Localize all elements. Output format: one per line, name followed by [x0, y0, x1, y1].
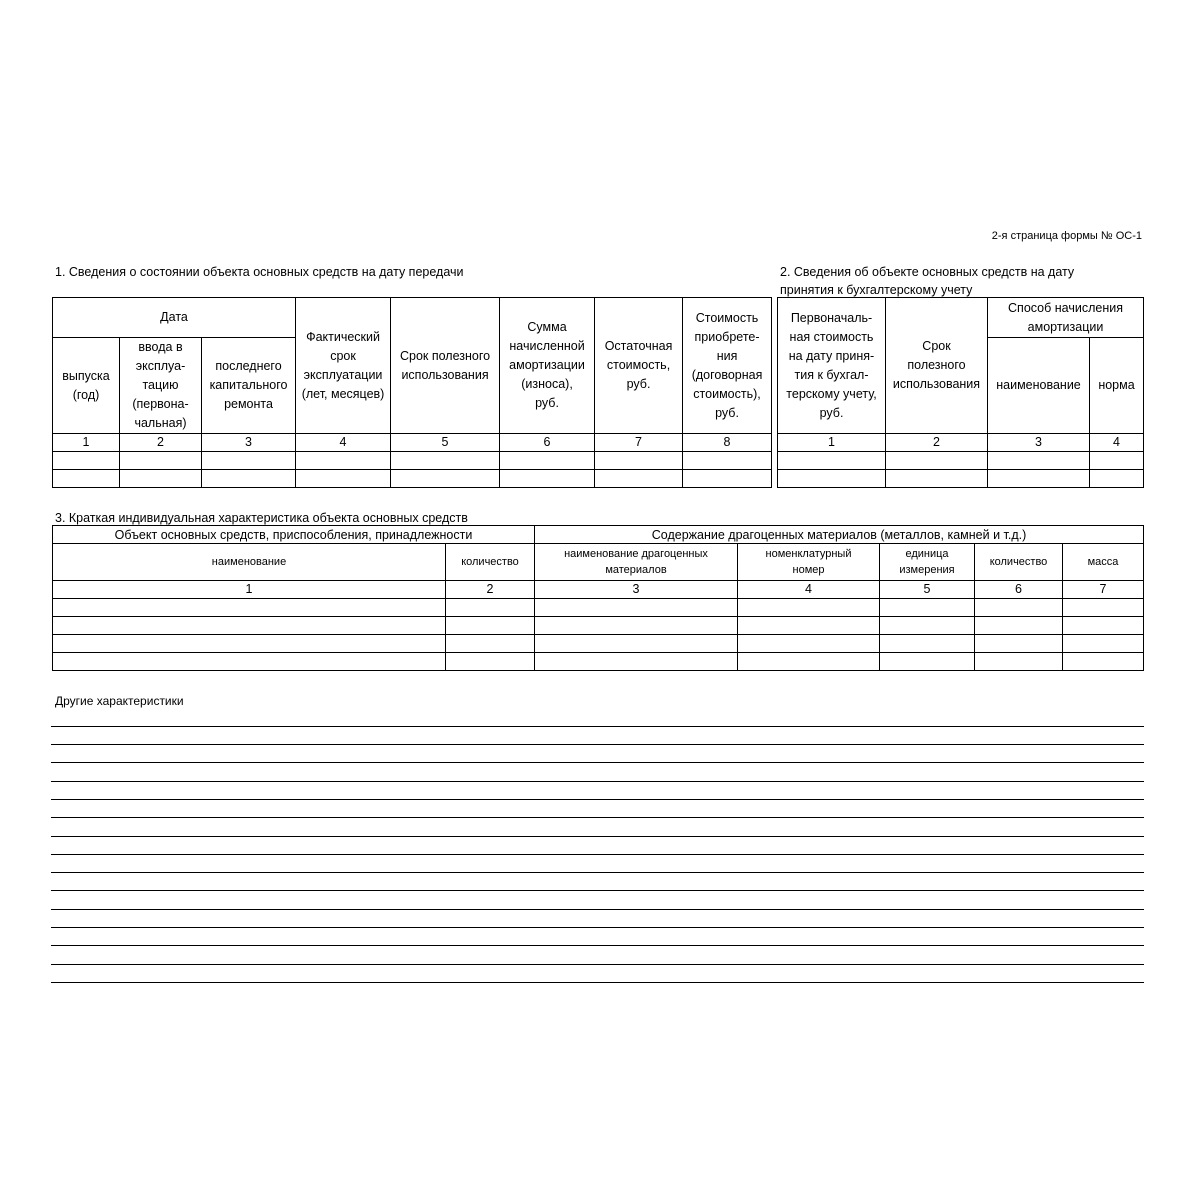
writing-line[interactable]	[51, 817, 1144, 818]
blank-cell[interactable]	[683, 470, 772, 488]
other-characteristics-title: Другие характеристики	[55, 694, 184, 708]
writing-line[interactable]	[51, 726, 1144, 727]
table-row	[53, 470, 772, 488]
blank-cell[interactable]	[53, 470, 120, 488]
column-number: 3	[988, 434, 1090, 452]
blank-cell[interactable]	[500, 452, 595, 470]
blank-cell[interactable]	[296, 452, 391, 470]
blank-cell[interactable]	[446, 635, 535, 653]
blank-cell[interactable]	[1063, 599, 1144, 617]
depreciation-sum-header: Сумма начисленной амортизации (износа), руб.	[500, 298, 595, 434]
blank-cell[interactable]	[683, 452, 772, 470]
object-quantity-header: количество	[446, 544, 535, 581]
writing-line[interactable]	[51, 945, 1144, 946]
table-row	[53, 452, 772, 470]
useful-life-header: Срок полезного использования	[391, 298, 500, 434]
object-group-header: Объект основных средств, приспособления, принадлежности	[53, 526, 535, 544]
writing-line[interactable]	[51, 927, 1144, 928]
mass-header: масса	[1063, 544, 1144, 581]
blank-cell[interactable]	[975, 617, 1063, 635]
blank-cell[interactable]	[1063, 635, 1144, 653]
material-quantity-header: количество	[975, 544, 1063, 581]
last-repair-header: последнего капитального ремонта	[202, 338, 296, 434]
blank-cell[interactable]	[53, 599, 446, 617]
blank-cell[interactable]	[886, 470, 988, 488]
column-number: 3	[202, 434, 296, 452]
column-number: 4	[1090, 434, 1144, 452]
initial-cost-header: Первоначаль- ная стоимость на дату приня- тия к бухгал- терскому учету, руб.	[778, 298, 886, 434]
table-row	[778, 470, 1144, 488]
blank-cell[interactable]	[595, 452, 683, 470]
material-name-header: наименование драгоценных материалов	[535, 544, 738, 581]
column-number: 1	[53, 581, 446, 599]
blank-cell[interactable]	[1090, 452, 1144, 470]
section3-title: 3. Краткая индивидуальная характеристика объекта основных средств	[55, 511, 468, 525]
blank-cell[interactable]	[975, 635, 1063, 653]
blank-cell[interactable]	[535, 599, 738, 617]
blank-cell[interactable]	[391, 470, 500, 488]
blank-cell[interactable]	[500, 470, 595, 488]
blank-cell[interactable]	[988, 452, 1090, 470]
section1-table	[52, 297, 772, 488]
blank-cell[interactable]	[738, 653, 880, 671]
blank-cell[interactable]	[120, 470, 202, 488]
writing-line[interactable]	[51, 964, 1144, 965]
blank-cell[interactable]	[988, 470, 1090, 488]
method-name-header: наименование	[988, 338, 1090, 434]
blank-cell[interactable]	[446, 617, 535, 635]
nomenclature-number-header: номенклатурный номер	[738, 544, 880, 581]
writing-line[interactable]	[51, 909, 1144, 910]
depreciation-method-header: Способ начисления амортизации	[988, 298, 1144, 338]
column-number: 4	[296, 434, 391, 452]
blank-cell[interactable]	[53, 452, 120, 470]
column-number: 2	[886, 434, 988, 452]
blank-cell[interactable]	[1063, 653, 1144, 671]
writing-line[interactable]	[51, 854, 1144, 855]
column-number: 1	[778, 434, 886, 452]
blank-cell[interactable]	[296, 470, 391, 488]
column-number: 5	[391, 434, 500, 452]
blank-cell[interactable]	[53, 635, 446, 653]
blank-cell[interactable]	[886, 452, 988, 470]
blank-cell[interactable]	[738, 599, 880, 617]
blank-cell[interactable]	[202, 452, 296, 470]
column-number: 4	[738, 581, 880, 599]
table-row	[53, 599, 1144, 617]
writing-line[interactable]	[51, 781, 1144, 782]
blank-cell[interactable]	[595, 470, 683, 488]
blank-cell[interactable]	[975, 653, 1063, 671]
blank-cell[interactable]	[446, 599, 535, 617]
blank-cell[interactable]	[880, 599, 975, 617]
table-row	[53, 635, 1144, 653]
blank-cell[interactable]	[1090, 470, 1144, 488]
writing-line[interactable]	[51, 762, 1144, 763]
blank-cell[interactable]	[53, 617, 446, 635]
acquisition-cost-header: Стоимость приобрете- ния (договорная стоимость), руб.	[683, 298, 772, 434]
writing-line[interactable]	[51, 982, 1144, 983]
residual-value-header: Остаточная стоимость, руб.	[595, 298, 683, 434]
section2-table	[777, 297, 1144, 488]
blank-cell[interactable]	[202, 470, 296, 488]
blank-cell[interactable]	[778, 452, 886, 470]
table-row	[53, 653, 1144, 671]
column-number: 6	[975, 581, 1063, 599]
blank-cell[interactable]	[738, 617, 880, 635]
precious-materials-header: Содержание драгоценных материалов (металлов, камней и т.д.)	[535, 526, 1144, 544]
section2-title: 2. Сведения об объекте основных средств на дату принятия к бухгалтерскому учету	[780, 265, 1075, 297]
writing-line[interactable]	[51, 872, 1144, 873]
column-number: 2	[446, 581, 535, 599]
date-group-header: Дата	[53, 298, 296, 338]
blank-cell[interactable]	[535, 635, 738, 653]
table-row	[53, 617, 1144, 635]
blank-cell[interactable]	[738, 635, 880, 653]
actual-term-header: Фактический срок эксплуатации (лет, месяцев)	[296, 298, 391, 434]
blank-cell[interactable]	[535, 653, 738, 671]
blank-cell[interactable]	[778, 470, 886, 488]
blank-cell[interactable]	[53, 653, 446, 671]
column-number: 7	[1063, 581, 1144, 599]
column-number: 7	[595, 434, 683, 452]
blank-cell[interactable]	[880, 617, 975, 635]
section3-table	[52, 525, 1144, 671]
blank-cell[interactable]	[391, 452, 500, 470]
column-number: 2	[120, 434, 202, 452]
blank-cell[interactable]	[880, 653, 975, 671]
section1-title: 1. Сведения о состоянии объекта основных средств на дату передачи	[55, 265, 464, 279]
blank-cell[interactable]	[975, 599, 1063, 617]
object-name-header: наименование	[53, 544, 446, 581]
writing-line[interactable]	[51, 836, 1144, 837]
unit-header: единица измерения	[880, 544, 975, 581]
column-number: 1	[53, 434, 120, 452]
page-reference: 2-я страница формы № ОС-1	[991, 230, 1142, 242]
writing-line[interactable]	[51, 890, 1144, 891]
blank-cell[interactable]	[120, 452, 202, 470]
writing-line[interactable]	[51, 799, 1144, 800]
issue-year-header: выпуска (год)	[53, 338, 120, 434]
blank-cell[interactable]	[446, 653, 535, 671]
column-number: 3	[535, 581, 738, 599]
blank-cell[interactable]	[535, 617, 738, 635]
commission-date-header: ввода в эксплуа- тацию (первона- чальная)	[120, 338, 202, 434]
rate-header: норма	[1090, 338, 1144, 434]
column-number: 6	[500, 434, 595, 452]
column-number: 8	[683, 434, 772, 452]
column-number: 5	[880, 581, 975, 599]
useful-life-header: Срок полезного использования	[886, 298, 988, 434]
table-row	[778, 452, 1144, 470]
blank-cell[interactable]	[1063, 617, 1144, 635]
writing-line[interactable]	[51, 744, 1144, 745]
blank-cell[interactable]	[880, 635, 975, 653]
